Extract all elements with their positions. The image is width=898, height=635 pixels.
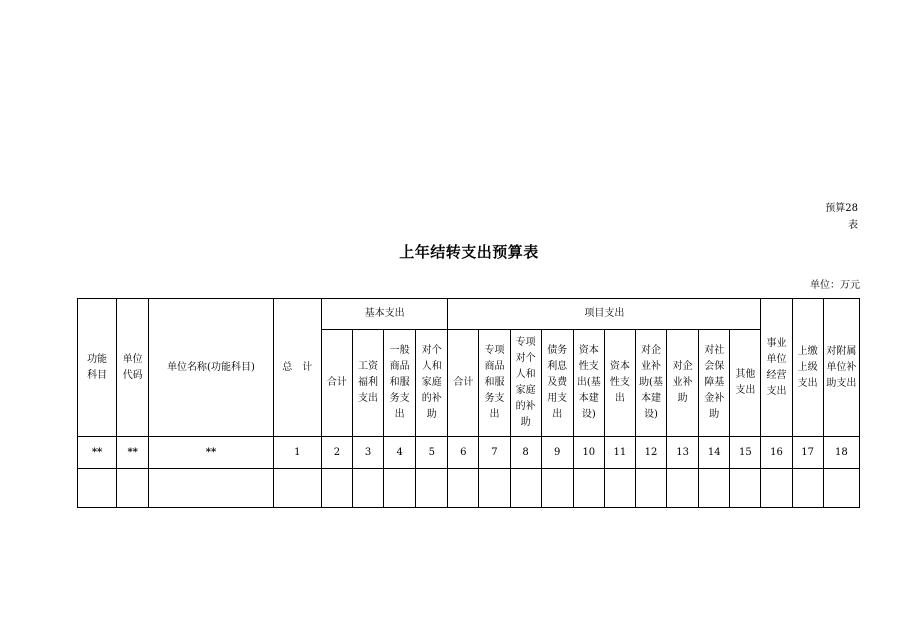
empty-cell [117, 469, 149, 508]
empty-cell [635, 469, 666, 508]
empty-cell [321, 469, 352, 508]
empty-cell [149, 469, 273, 508]
cell-col-number: 5 [416, 437, 448, 469]
unit-label: 单位：万元 [810, 280, 860, 291]
header-basic-wages: 工资福利支出 [352, 330, 383, 437]
table-row-numbers [78, 437, 860, 469]
header-project-capital-construction: 资本性支出(基本建设) [573, 330, 604, 437]
cell-mark: ** [78, 437, 117, 469]
cell-col-number: 15 [730, 437, 761, 469]
empty-cell [761, 469, 792, 508]
header-affiliated: 对附属单位补助支出 [823, 299, 859, 437]
form-number [825, 200, 858, 234]
cell-col-number: 6 [448, 437, 479, 469]
header-project-total: 合计 [448, 330, 479, 437]
empty-cell [541, 469, 573, 508]
cell-col-number: 1 [273, 437, 321, 469]
header-project-social-security: 对社会保障基金补助 [699, 330, 730, 437]
header-project-goods: 专项商品和服务支出 [479, 330, 510, 437]
cell-col-number: 4 [384, 437, 416, 469]
empty-cell [273, 469, 321, 508]
cell-col-number: 7 [479, 437, 510, 469]
header-project-capital: 资本性支出 [604, 330, 635, 437]
empty-cell [792, 469, 823, 508]
header-group-basic: 基本支出 [321, 299, 447, 330]
header-operating: 事业单位经营支出 [761, 299, 792, 437]
empty-cell [573, 469, 604, 508]
header-project-household: 专项对个人和家庭的补助 [510, 330, 541, 437]
empty-cell [604, 469, 635, 508]
header-project-debt: 债务利息及费用支出 [541, 330, 573, 437]
header-project-other: 其他支出 [730, 330, 761, 437]
empty-cell [384, 469, 416, 508]
header-total: 总 计 [273, 299, 321, 437]
header-row-group [78, 299, 860, 330]
header-upper: 上缴上级支出 [792, 299, 823, 437]
form-number-line2: 表 [848, 220, 858, 231]
form-number-line1: 预算28 [825, 203, 858, 214]
table-row-empty [78, 469, 860, 508]
empty-cell [510, 469, 541, 508]
cell-col-number: 14 [699, 437, 730, 469]
empty-cell [352, 469, 383, 508]
budget-table [77, 298, 860, 508]
empty-cell [823, 469, 859, 508]
empty-cell [730, 469, 761, 508]
cell-col-number: 12 [635, 437, 666, 469]
header-unit-name: 单位名称(功能科目) [149, 299, 273, 437]
header-basic-total: 合计 [321, 330, 352, 437]
page-title: 上年结转支出预算表 [399, 243, 539, 261]
cell-col-number: 8 [510, 437, 541, 469]
header-unit-code: 单位代码 [117, 299, 149, 437]
cell-col-number: 2 [321, 437, 352, 469]
cell-col-number: 18 [823, 437, 859, 469]
cell-col-number: 10 [573, 437, 604, 469]
header-func-subject: 功能科目 [78, 299, 117, 437]
empty-cell [479, 469, 510, 508]
empty-cell [699, 469, 730, 508]
cell-col-number: 16 [761, 437, 792, 469]
header-group-project: 项目支出 [448, 299, 761, 330]
cell-col-number: 3 [352, 437, 383, 469]
cell-mark: ** [149, 437, 273, 469]
empty-cell [78, 469, 117, 508]
header-project-enterprise-construction: 对企业补助(基本建设) [635, 330, 666, 437]
empty-cell [416, 469, 448, 508]
header-basic-goods: 一般商品和服务支出 [384, 330, 416, 437]
empty-cell [448, 469, 479, 508]
cell-mark: ** [117, 437, 149, 469]
cell-col-number: 17 [792, 437, 823, 469]
cell-col-number: 13 [667, 437, 699, 469]
empty-cell [667, 469, 699, 508]
header-basic-household: 对个人和家庭的补助 [416, 330, 448, 437]
cell-col-number: 11 [604, 437, 635, 469]
cell-col-number: 9 [541, 437, 573, 469]
header-project-enterprise: 对企业补助 [667, 330, 699, 437]
